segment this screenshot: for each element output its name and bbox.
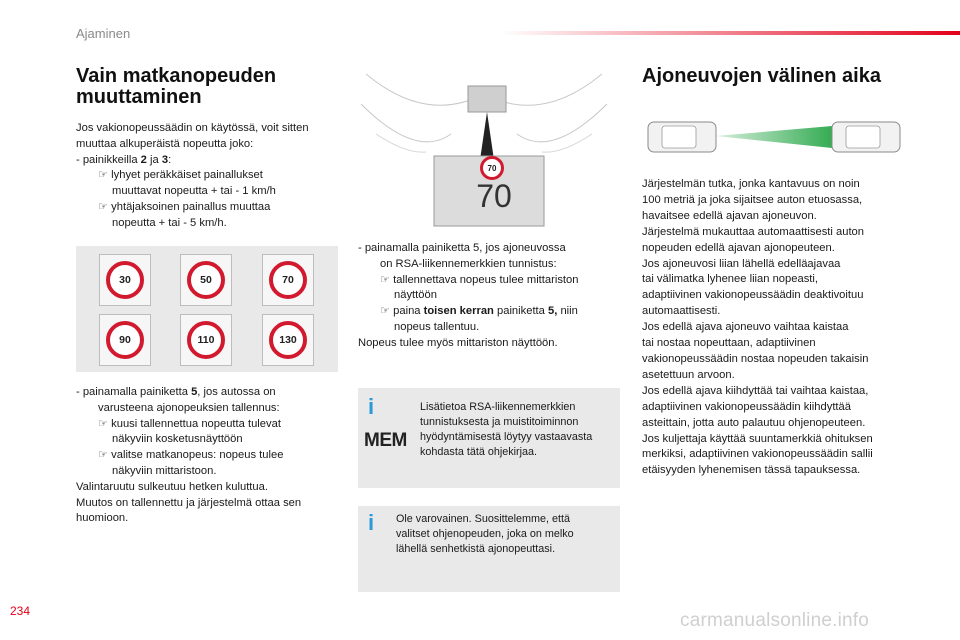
b2-prefix: paina [393, 305, 424, 318]
right-line: adaptiivinen vakionopeussäädin deaktivoituu [642, 289, 864, 302]
left-end-line2: Muutos on tallennettu ja järjestelmä ottaa sen [76, 496, 302, 509]
bullet4-line1: valitse matkanopeus: nopeus tulee [111, 449, 284, 462]
item2-line2: varusteena ajonopeuksien tallennus: [98, 401, 280, 414]
display-speed-value: 70 [476, 178, 512, 214]
bullet-arrow-icon: ☞ [380, 305, 391, 318]
info-box-mem [358, 388, 620, 488]
bullet1-line1: lyhyet peräkkäiset painallukset [111, 169, 263, 182]
right-line: merkiksi, adaptiivinen vakionopeussäädin sallii [642, 448, 873, 461]
right-line: etäisyyden lyhenemisen tässä tapauksessa. [642, 464, 861, 477]
item1-mid: ja [146, 153, 162, 166]
middle-bullet1-line2: näyttöön [394, 289, 437, 302]
b2-bold: toisen kerran [423, 305, 494, 318]
left-body-bottom [76, 385, 351, 527]
info1-line3: hyödyntämisestä löytyy vastaavasta [420, 431, 593, 443]
left-body-top [76, 121, 346, 232]
info-icon: i [368, 510, 375, 535]
right-line: Jos kuljettaja käyttää suuntamerkkiä ohituksen [642, 432, 873, 445]
item2-prefix: - painamalla painiketta [76, 386, 192, 398]
right-title-text: Ajoneuvojen välinen aika [642, 65, 881, 87]
right-line: adaptiivinen vakionopeussäädin kiihdyttää [642, 400, 851, 413]
right-title [642, 66, 881, 87]
info1-text [420, 400, 616, 460]
bullet-arrow-icon: ☞ [98, 417, 109, 430]
info-icon: i [368, 394, 375, 419]
speed-sign-70 [262, 254, 314, 306]
item1-prefix: - painikkeilla [76, 153, 141, 166]
right-line: Järjestelmän tutka, jonka kantavuus on noin [642, 178, 860, 190]
info2-line3: lähellä senhetkistä ajonopeuttasi. [396, 543, 556, 555]
right-line: automaattisesti. [642, 305, 721, 318]
item1-suffix: : [168, 153, 172, 166]
info-box-caution [358, 506, 620, 592]
speed-sign-label: 90 [106, 321, 144, 359]
bullet2-line1: yhtäjaksoinen painallus muuttaa [111, 200, 271, 213]
left-title-line2: muuttaminen [76, 86, 202, 108]
info1-line1: Lisätietoa RSA-liikennemerkkien [420, 401, 576, 413]
speed-sign-30 [99, 254, 151, 306]
speed-sign-label: 50 [187, 261, 225, 299]
item2-button-5: 5 [191, 386, 198, 398]
middle-item-line1: - painamalla painiketta 5, jos ajoneuvossa [358, 242, 566, 254]
bullet-arrow-icon: ☞ [380, 273, 391, 286]
right-line: tai nostaa nopeuttaan, adaptiivinen [642, 337, 816, 350]
left-item2 [76, 385, 351, 401]
bullet3-line1: kuusi tallennettua nopeutta tulevat [111, 417, 281, 430]
left-bullet4 [76, 448, 351, 464]
speed-sign-90 [99, 314, 151, 366]
speed-sign-label: 70 [269, 261, 307, 299]
info2-line2: valitset ohjenopeuden, joka on melko [396, 528, 574, 540]
left-item1 [76, 153, 346, 169]
info1-line2: tunnistuksesta ja muistitoiminnon [420, 416, 579, 428]
speed-signs-panel [76, 246, 338, 372]
info2-line1: Ole varovainen. Suosittelemme, että [396, 513, 571, 525]
left-title [76, 66, 346, 108]
bullet3-line2: näkyviin kosketusnäyttöön [112, 433, 243, 446]
bullet-arrow-icon: ☞ [98, 169, 109, 182]
speed-sign-label: 130 [269, 321, 307, 359]
right-line: 100 metriä ja joka sijaitsee auton etuosassa, [642, 193, 863, 206]
speed-sign-label: 110 [187, 321, 225, 359]
mem-label: MEM [364, 430, 407, 451]
right-line: Järjestelmä mukauttaa automaattisesti auton [642, 225, 865, 238]
info1-line4: kohdasta tätä ohjekirjaa. [420, 446, 538, 458]
middle-bullet1 [358, 273, 620, 289]
right-line: asetettuun arvoon. [642, 368, 735, 381]
middle-bullet1-line1: tallennettava nopeus tulee mittariston [393, 273, 579, 286]
right-line: Jos edellä ajava ajoneuvo vaihtaa kaistaa [642, 321, 849, 334]
speed-sign-label: 30 [106, 261, 144, 299]
right-line: tai välimatka lyhenee liian nopeasti, [642, 273, 818, 286]
left-title-line1: Vain matkanopeuden [76, 65, 277, 87]
right-line: asteittain, jotta auto palautuu ohjenopeuteen. [642, 416, 866, 429]
info2-text [396, 512, 616, 557]
middle-item-line2: on RSA-liikennemerkkien tunnistus: [380, 257, 557, 270]
b2-mid: painiketta [493, 305, 548, 318]
right-body [642, 177, 917, 479]
left-end-line1: Valintaruutu sulkeutuu hetken kuluttua. [76, 480, 268, 493]
bullet-arrow-icon: ☞ [98, 200, 109, 213]
item1-button-2: 2 [140, 153, 147, 166]
section-title: Ajaminen [76, 26, 131, 41]
display-speed-sign: 70 [480, 156, 504, 180]
right-line: vakionopeussäädin nostaa nopeuden takaisin [642, 352, 869, 365]
speed-sign-130 [262, 314, 314, 366]
right-line: nopeuden edellä ajavan ajonopeuteen. [642, 241, 835, 254]
left-end-line3: huomioon. [76, 512, 129, 525]
middle-body [358, 241, 620, 352]
left-bullet1 [76, 168, 346, 184]
left-intro-line1: Jos vakionopeussäädin on käytössä, voit sitten [76, 122, 309, 134]
right-line: Jos ajoneuvosi liian lähellä edelläajavaa [642, 257, 841, 270]
bullet1-line2: muuttavat nopeutta + tai - 1 km/h [112, 185, 276, 198]
left-bullet2 [76, 200, 346, 216]
left-intro-line2: muuttaa alkuperäistä nopeutta joko: [76, 137, 254, 150]
page-number: 234 [10, 604, 31, 618]
middle-bullet2-line2: nopeus tallentuu. [394, 320, 480, 333]
item2-suffix: , jos autossa on [197, 386, 276, 398]
b2-bold2: 5, [548, 305, 558, 318]
item1-button-3: 3 [161, 153, 169, 166]
bullet-arrow-icon: ☞ [98, 449, 109, 462]
middle-bullet2 [358, 304, 620, 320]
bullet4-line2: näkyviin mittaristoon. [112, 464, 217, 477]
b2-suffix: niin [557, 305, 578, 318]
bullet2-line2: nopeutta + tai - 5 km/h. [112, 216, 227, 229]
speed-sign-110 [180, 314, 232, 366]
watermark-logo: carmanualsonline.info [680, 610, 870, 631]
speed-sign-50 [180, 254, 232, 306]
right-line: Jos edellä ajava kiihdyttää tai vaihtaa kaistaa, [642, 384, 869, 397]
header-accent-line [500, 31, 960, 35]
left-bullet3 [76, 417, 351, 433]
right-line: havaitsee edellä ajavan ajoneuvon. [642, 209, 817, 222]
vehicle-distance-illustration [642, 114, 904, 162]
middle-end-line: Nopeus tulee myös mittariston näyttöön. [358, 336, 558, 349]
